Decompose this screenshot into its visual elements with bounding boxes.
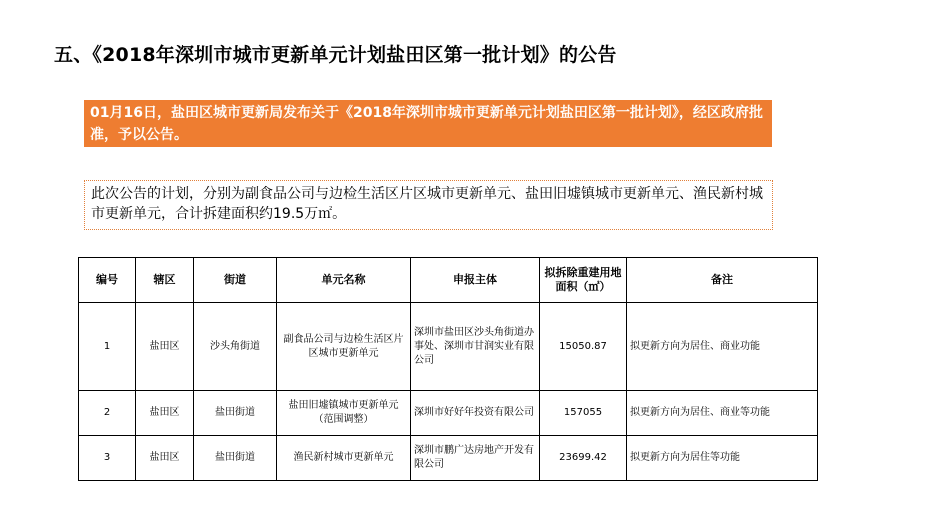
table-cell: 2 [79, 391, 136, 436]
table-row [79, 303, 818, 391]
table-header-row [79, 258, 818, 303]
table-cell: 1 [79, 303, 136, 391]
header-cell: 备注 [627, 258, 818, 303]
table-cell: 15050.87 [540, 303, 627, 391]
table-cell: 盐田旧墟镇城市更新单元（范围调整） [277, 391, 411, 436]
header-cell: 拟拆除重建用地面积（㎡） [540, 258, 627, 303]
table-cell: 沙头角街道 [194, 303, 277, 391]
table-row [79, 391, 818, 436]
table-cell: 拟更新方向为居住等功能 [627, 436, 818, 481]
table-cell: 157055 [540, 391, 627, 436]
table-cell: 盐田街道 [194, 391, 277, 436]
table-cell: 23699.42 [540, 436, 627, 481]
header-cell: 申报主体 [411, 258, 540, 303]
table-cell: 盐田街道 [194, 436, 277, 481]
table-cell: 3 [79, 436, 136, 481]
table-cell: 深圳市好好年投资有限公司 [411, 391, 540, 436]
table-cell: 拟更新方向为居住、商业等功能 [627, 391, 818, 436]
announcement-summary: 此次公告的计划，分别为副食品公司与边检生活区片区城市更新单元、盐田旧墟镇城市更新单元、渔民新村城市更新单元，合计拆建面积约19.5万㎡。 [84, 180, 773, 230]
header-cell: 辖区 [136, 258, 194, 303]
table-cell: 盐田区 [136, 391, 194, 436]
table-cell: 盐田区 [136, 436, 194, 481]
header-cell: 编号 [79, 258, 136, 303]
table-cell: 渔民新村城市更新单元 [277, 436, 411, 481]
header-cell: 单元名称 [277, 258, 411, 303]
table-cell: 盐田区 [136, 303, 194, 391]
renewal-units-table [78, 257, 818, 481]
header-cell: 街道 [194, 258, 277, 303]
table-cell: 副食品公司与边检生活区片区城市更新单元 [277, 303, 411, 391]
table-row [79, 436, 818, 481]
table-cell: 拟更新方向为居住、商业功能 [627, 303, 818, 391]
table-cell: 深圳市鹏广达房地产开发有限公司 [411, 436, 540, 481]
page-title: 五、《2018年深圳市城市更新单元计划盐田区第一批计划》的公告 [54, 44, 617, 66]
table-cell: 深圳市盐田区沙头角街道办事处、深圳市甘润实业有限公司 [411, 303, 540, 391]
announcement-highlight: 01月16日，盐田区城市更新局发布关于《2018年深圳市城市更新单元计划盐田区第一批计划》，经区政府批准，予以公告。 [84, 100, 772, 147]
